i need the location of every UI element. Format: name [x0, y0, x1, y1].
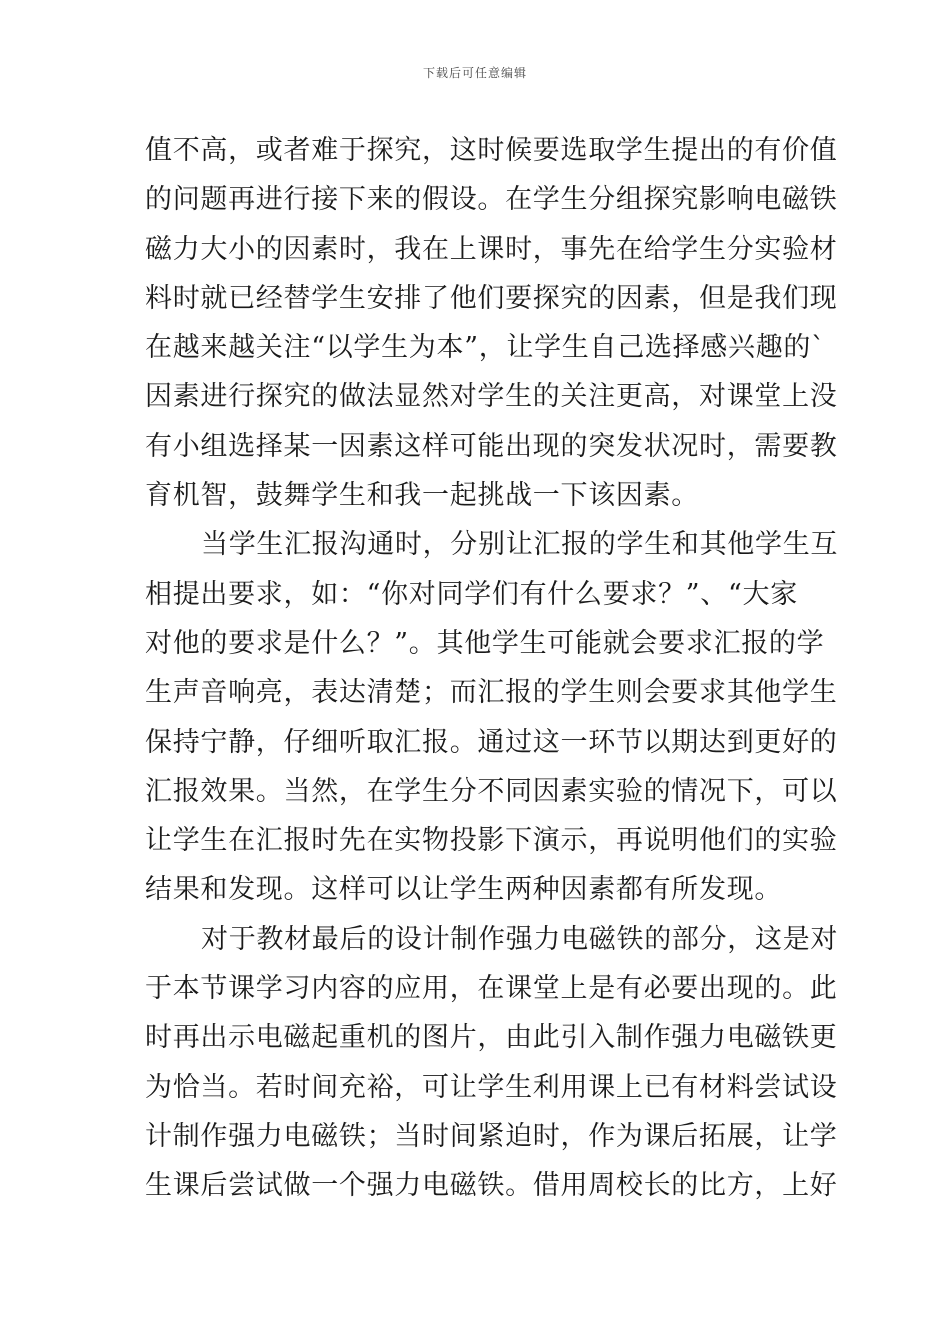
text-line: 的问题再进行接下来的假设。在学生分组探究影响电磁铁	[145, 184, 838, 216]
text-line: 磁力大小的因素时，我在上课时，事先在给学生分实验材	[145, 233, 838, 265]
paragraph-first-line: 当学生汇报沟通时，分别让汇报的学生和其他学生互	[201, 529, 839, 561]
text-line: 在越来越关注“以学生为本”，让学生自己选择感兴趣的`	[145, 332, 826, 364]
text-line: 育机智，鼓舞学生和我一起挑战一下该因素。	[145, 480, 699, 512]
text-line: 料时就已经替学生安排了他们要探究的因素，但是我们现	[145, 282, 838, 314]
page-header: 下载后可任意编辑	[422, 66, 527, 80]
text-line: 生课后尝试做一个强力电磁铁。借用周校长的比方，上好	[145, 1170, 838, 1202]
text-line: 生声音响亮，表达清楚；而汇报的学生则会要求其他学生	[145, 677, 838, 709]
text-line: 计制作强力电磁铁；当时间紧迫时，作为课后拓展，让学	[145, 1120, 838, 1152]
text-line: 相提出要求，如：“你对同学们有什么要求？”、“大家	[145, 578, 798, 610]
body-text	[145, 126, 839, 1211]
text-line: 有小组选择某一因素这样可能出现的突发状况时，需要教	[145, 430, 838, 462]
text-line: 因素进行探究的做法显然对学生的关注更高，对课堂上没	[145, 381, 838, 413]
text-line: 为恰当。若时间充裕，可让学生利用课上已有材料尝试设	[145, 1071, 838, 1103]
text-line: 时再出示电磁起重机的图片，由此引入制作强力电磁铁更	[145, 1022, 838, 1054]
text-line: 结果和发现。这样可以让学生两种因素都有所发现。	[145, 874, 783, 906]
text-line: 汇报效果。当然，在学生分不同因素实验的情况下，可以	[145, 775, 838, 807]
text-line: 于本节课学习内容的应用，在课堂上是有必要出现的。此	[145, 973, 838, 1005]
text-line: 保持宁静，仔细听取汇报。通过这一环节以期达到更好的	[145, 726, 838, 758]
text-line: 值不高，或者难于探究，这时候要选取学生提出的有价值	[145, 135, 838, 166]
paragraph-first-line: 对于教材最后的设计制作强力电磁铁的部分，这是对	[201, 923, 839, 955]
text-line: 对他的要求是什么？”。其他学生可能就会要求汇报的学	[145, 627, 825, 659]
text-line: 让学生在汇报时先在实物投影下演示，再说明他们的实验	[145, 825, 838, 857]
